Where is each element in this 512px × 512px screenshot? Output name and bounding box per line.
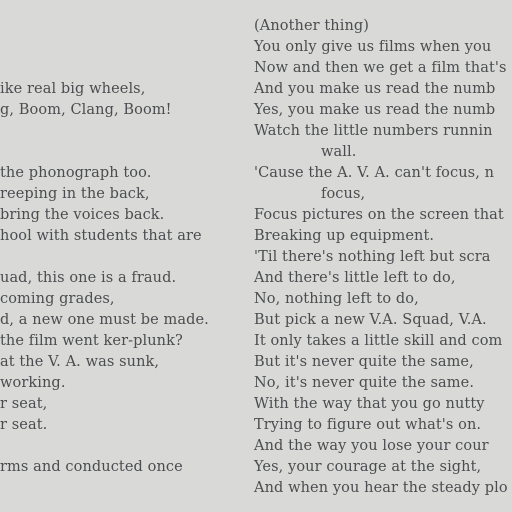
left-text-line: bring the voices back. xyxy=(0,207,165,223)
left-text-line: at the V. A. was sunk, xyxy=(0,354,160,370)
right-text-line: focus, xyxy=(321,186,366,202)
left-text-line: d, a new one must be made. xyxy=(0,312,209,328)
right-text-line: With the way that you go nutty xyxy=(254,396,485,412)
right-text-line: And when you hear the steady plo xyxy=(254,480,508,496)
left-text-line: g, Boom, Clang, Boom! xyxy=(0,102,172,118)
right-text-line: But it's never quite the same, xyxy=(254,354,474,370)
left-text-line: reeping in the back, xyxy=(0,186,150,202)
right-text-line: Focus pictures on the screen that xyxy=(254,207,504,223)
right-text-line: You only give us films when you xyxy=(254,39,492,55)
left-text-line: rms and conducted once xyxy=(0,459,183,475)
left-text-line: working. xyxy=(0,375,66,391)
right-text-line: And the way you lose your cour xyxy=(254,438,489,454)
left-text-line: r seat. xyxy=(0,417,48,433)
right-text-line: 'Til there's nothing left but scra xyxy=(254,249,491,265)
right-text-line: Breaking up equipment. xyxy=(254,228,435,244)
left-text-line: hool with students that are xyxy=(0,228,202,244)
right-text-line: wall. xyxy=(321,144,357,160)
left-text-line: r seat, xyxy=(0,396,48,412)
left-text-line: ike real big wheels, xyxy=(0,81,146,97)
right-text-line: No, it's never quite the same. xyxy=(254,375,475,391)
right-text-line: Watch the little numbers runnin xyxy=(254,123,493,139)
right-text-line: And there's little left to do, xyxy=(254,270,456,286)
left-text-line: the phonograph too. xyxy=(0,165,152,181)
left-text-line: uad, this one is a fraud. xyxy=(0,270,177,286)
left-text-line: the film went ker-plunk? xyxy=(0,333,183,349)
right-text-line: Now and then we get a film that's xyxy=(254,60,507,76)
right-text-line: And you make us read the numb xyxy=(254,81,496,97)
right-text-line: Yes, your courage at the sight, xyxy=(254,459,482,475)
right-text-line: It only takes a little skill and com xyxy=(254,333,503,349)
right-text-line: But pick a new V.A. Squad, V.A. xyxy=(254,312,487,328)
left-text-line: coming grades, xyxy=(0,291,115,307)
right-text-line: Yes, you make us read the numb xyxy=(254,102,496,118)
right-text-line: Trying to figure out what's on. xyxy=(254,417,482,433)
right-text-line: No, nothing left to do, xyxy=(254,291,419,307)
right-text-line: 'Cause the A. V. A. can't focus, n xyxy=(254,165,495,181)
right-text-line: (Another thing) xyxy=(254,18,370,34)
